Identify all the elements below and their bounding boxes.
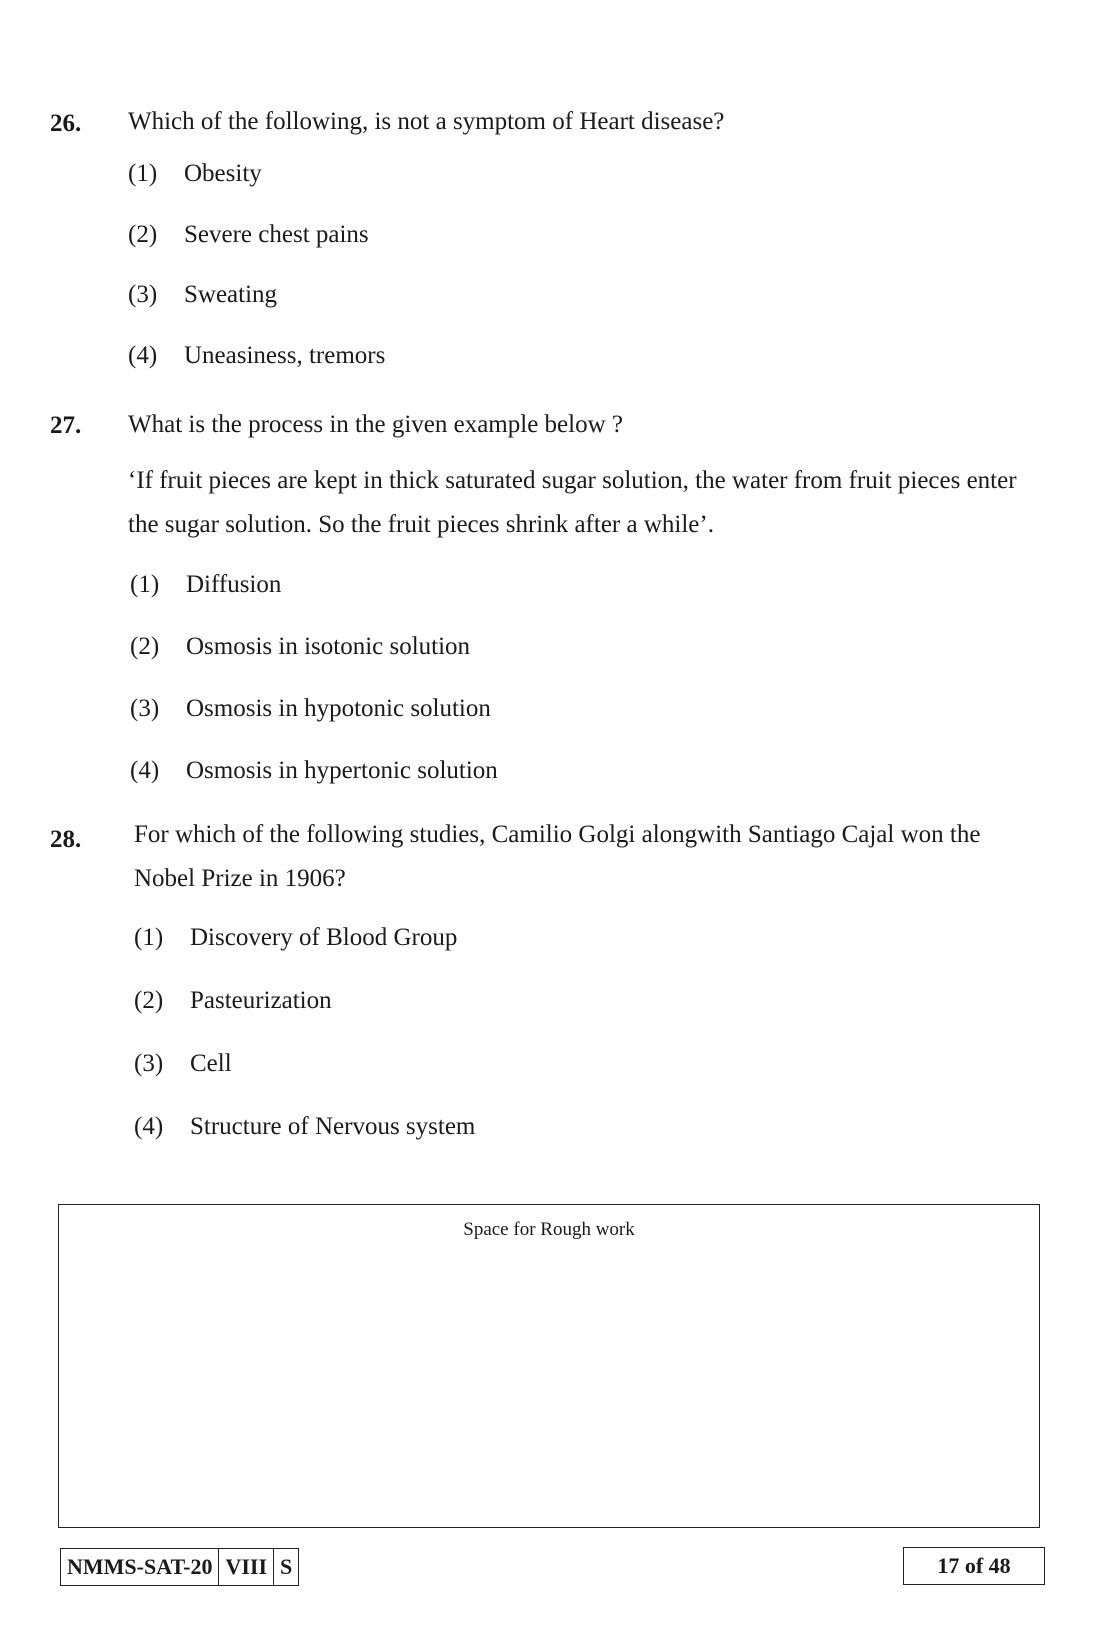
option-4[interactable] bbox=[134, 1113, 475, 1141]
option-text: Osmosis in hypertonic solution bbox=[186, 757, 498, 784]
question-number: 26. bbox=[50, 110, 82, 137]
option-text: Obesity bbox=[184, 160, 262, 187]
rough-work-box bbox=[58, 1204, 1040, 1528]
class-label: VIII bbox=[219, 1549, 274, 1585]
option-text: Pasteurization bbox=[190, 987, 332, 1014]
option-text: Structure of Nervous system bbox=[190, 1113, 476, 1140]
option-2[interactable] bbox=[134, 987, 332, 1015]
option-1[interactable] bbox=[130, 571, 281, 599]
question-text: What is the process in the given example below ? bbox=[128, 411, 623, 438]
option-2[interactable] bbox=[128, 221, 369, 249]
option-number: (1) bbox=[130, 571, 160, 598]
option-text: Discovery of Blood Group bbox=[190, 924, 458, 951]
page-number: 17 of 48 bbox=[903, 1547, 1045, 1585]
option-number: (2) bbox=[128, 221, 158, 248]
option-1[interactable] bbox=[128, 160, 262, 188]
option-number: (4) bbox=[128, 342, 158, 369]
option-number: (2) bbox=[130, 633, 160, 660]
option-text: Cell bbox=[190, 1050, 232, 1077]
option-number: (1) bbox=[128, 160, 158, 187]
option-number: (3) bbox=[128, 281, 158, 308]
option-number: (4) bbox=[130, 757, 160, 784]
question-text: Which of the following, is not a symptom of Heart disease? bbox=[128, 108, 725, 135]
question-text: For which of the following studies, Camilio Golgi alongwith Santiago Cajal won the Nobel Prize in 1906? bbox=[134, 821, 981, 892]
option-3[interactable] bbox=[128, 281, 277, 309]
option-4[interactable] bbox=[128, 342, 385, 370]
series-label: S bbox=[280, 1554, 293, 1579]
option-3[interactable] bbox=[130, 695, 491, 723]
option-text: Uneasiness, tremors bbox=[184, 342, 386, 369]
footer-code-box bbox=[60, 1548, 299, 1586]
option-2[interactable] bbox=[130, 633, 470, 661]
option-1[interactable] bbox=[134, 924, 457, 952]
option-text: Osmosis in hypotonic solution bbox=[186, 695, 491, 722]
option-number: (3) bbox=[130, 695, 160, 722]
option-text: Sweating bbox=[184, 281, 278, 308]
option-text: Severe chest pains bbox=[184, 221, 369, 248]
rough-work-label: Space for Rough work bbox=[463, 1219, 635, 1240]
option-text: Osmosis in isotonic solution bbox=[186, 633, 471, 660]
option-4[interactable] bbox=[130, 757, 498, 785]
question-passage: ‘If fruit pieces are kept in thick saturated sugar solution, the water from fruit pieces enter the sugar solution. So the fruit pieces shrink after a while’. bbox=[128, 467, 1017, 538]
option-3[interactable] bbox=[134, 1050, 232, 1078]
question-number: 27. bbox=[50, 412, 82, 439]
option-number: (3) bbox=[134, 1050, 164, 1077]
option-number: (1) bbox=[134, 924, 164, 951]
option-number: (4) bbox=[134, 1113, 164, 1140]
option-text: Diffusion bbox=[186, 571, 282, 598]
question-number: 28. bbox=[50, 826, 82, 853]
option-number: (2) bbox=[134, 987, 164, 1014]
exam-code: NMMS-SAT-20 bbox=[61, 1549, 219, 1585]
